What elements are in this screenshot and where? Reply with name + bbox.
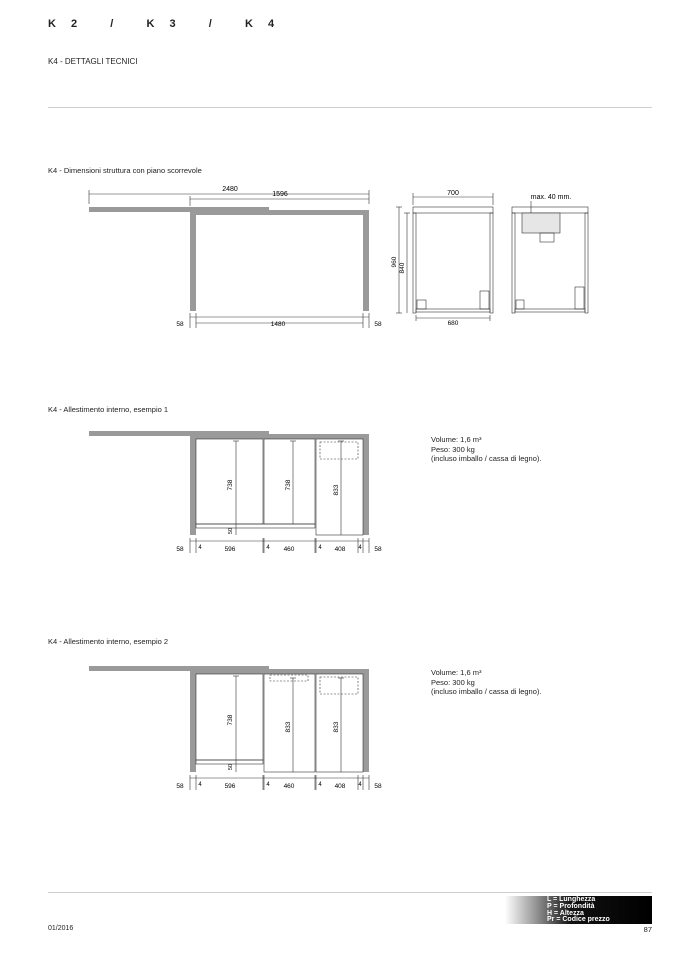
header-subtitle: K4 - DETTAGLI TECNICI <box>48 57 138 66</box>
legend-l: L = Lunghezza <box>547 896 596 903</box>
ex1-b2: 4 <box>198 545 202 551</box>
structure-drawing <box>0 175 678 335</box>
section3-caption: K4 - Allestimento interno, esempio 2 <box>48 637 169 646</box>
ex1-h2: 738 <box>285 479 292 491</box>
dim-right-leg: 58 <box>374 321 382 328</box>
ex1-b5: 460 <box>283 546 295 553</box>
page-number: 87 <box>643 925 652 934</box>
ex1-b6: 4 <box>318 545 322 551</box>
ex1-b7: 408 <box>334 546 346 553</box>
ex1-h1: 738 <box>227 479 234 491</box>
ex1-b3: 596 <box>224 546 236 553</box>
ex1-b9: 58 <box>374 546 382 553</box>
ex1-info <box>431 435 541 464</box>
footer-date: 01/2016 <box>48 925 74 932</box>
footer-divider <box>48 892 652 893</box>
section1-caption: K4 - Dimensioni struttura con piano scorrevole <box>48 166 202 175</box>
ex2-b4: 4 <box>266 782 270 788</box>
legend-box <box>505 896 652 924</box>
section2-caption: K4 - Allestimento interno, esempio 1 <box>48 405 169 414</box>
legend-p: P = Profondità <box>547 902 595 910</box>
dim-total: 2480 <box>222 186 238 193</box>
ex1-b1: 58 <box>176 546 184 553</box>
ex2-b7: 408 <box>334 783 346 790</box>
header-divider <box>48 107 652 108</box>
dim-top-inner: 1596 <box>272 191 288 198</box>
legend-h: H = Altezza <box>547 909 584 917</box>
dim-inner: 1480 <box>270 321 286 328</box>
dim-left-leg: 58 <box>176 321 184 328</box>
ex2-h2: 833 <box>285 721 292 733</box>
ex2-b5: 460 <box>283 783 295 790</box>
header-title: K 2 / K 3 / K 4 <box>48 18 281 30</box>
max-note: max. 40 mm. <box>530 194 572 201</box>
ex2-base: 50 <box>228 763 234 771</box>
ex2-h3: 833 <box>333 721 340 733</box>
legend-pr: Pr = Codice prezzo <box>547 916 610 924</box>
layout-example-1 <box>0 428 678 558</box>
layout-example-2 <box>0 662 678 792</box>
ex2-b1: 58 <box>176 783 184 790</box>
ex1-weight: Peso: 300 kg <box>431 444 475 454</box>
ex2-b3: 596 <box>224 783 236 790</box>
ex1-b4: 4 <box>266 545 270 551</box>
ex1-base: 50 <box>228 527 234 535</box>
ex2-b6: 4 <box>318 782 322 788</box>
dim-depth-top: 700 <box>447 190 459 197</box>
dim-height-total: 960 <box>391 256 398 268</box>
ex2-volume: Volume: 1,6 m³ <box>431 668 482 677</box>
ex1-note: (incluso imballo / cassa di legno). <box>431 454 542 463</box>
ex2-b2: 4 <box>198 782 202 788</box>
ex2-info <box>431 668 541 697</box>
ex1-h3: 833 <box>333 484 340 496</box>
ex1-volume: Volume: 1,6 m³ <box>431 435 482 444</box>
ex2-b8: 4 <box>358 782 362 788</box>
ex2-h1: 738 <box>227 714 234 726</box>
ex2-weight: Peso: 300 kg <box>431 677 475 687</box>
dim-depth-bottom: 680 <box>447 320 459 327</box>
ex2-note: (incluso imballo / cassa di legno). <box>431 687 542 696</box>
dim-height-inner: 840 <box>399 262 406 274</box>
ex1-b8: 4 <box>358 545 362 551</box>
ex2-b9: 58 <box>374 783 382 790</box>
